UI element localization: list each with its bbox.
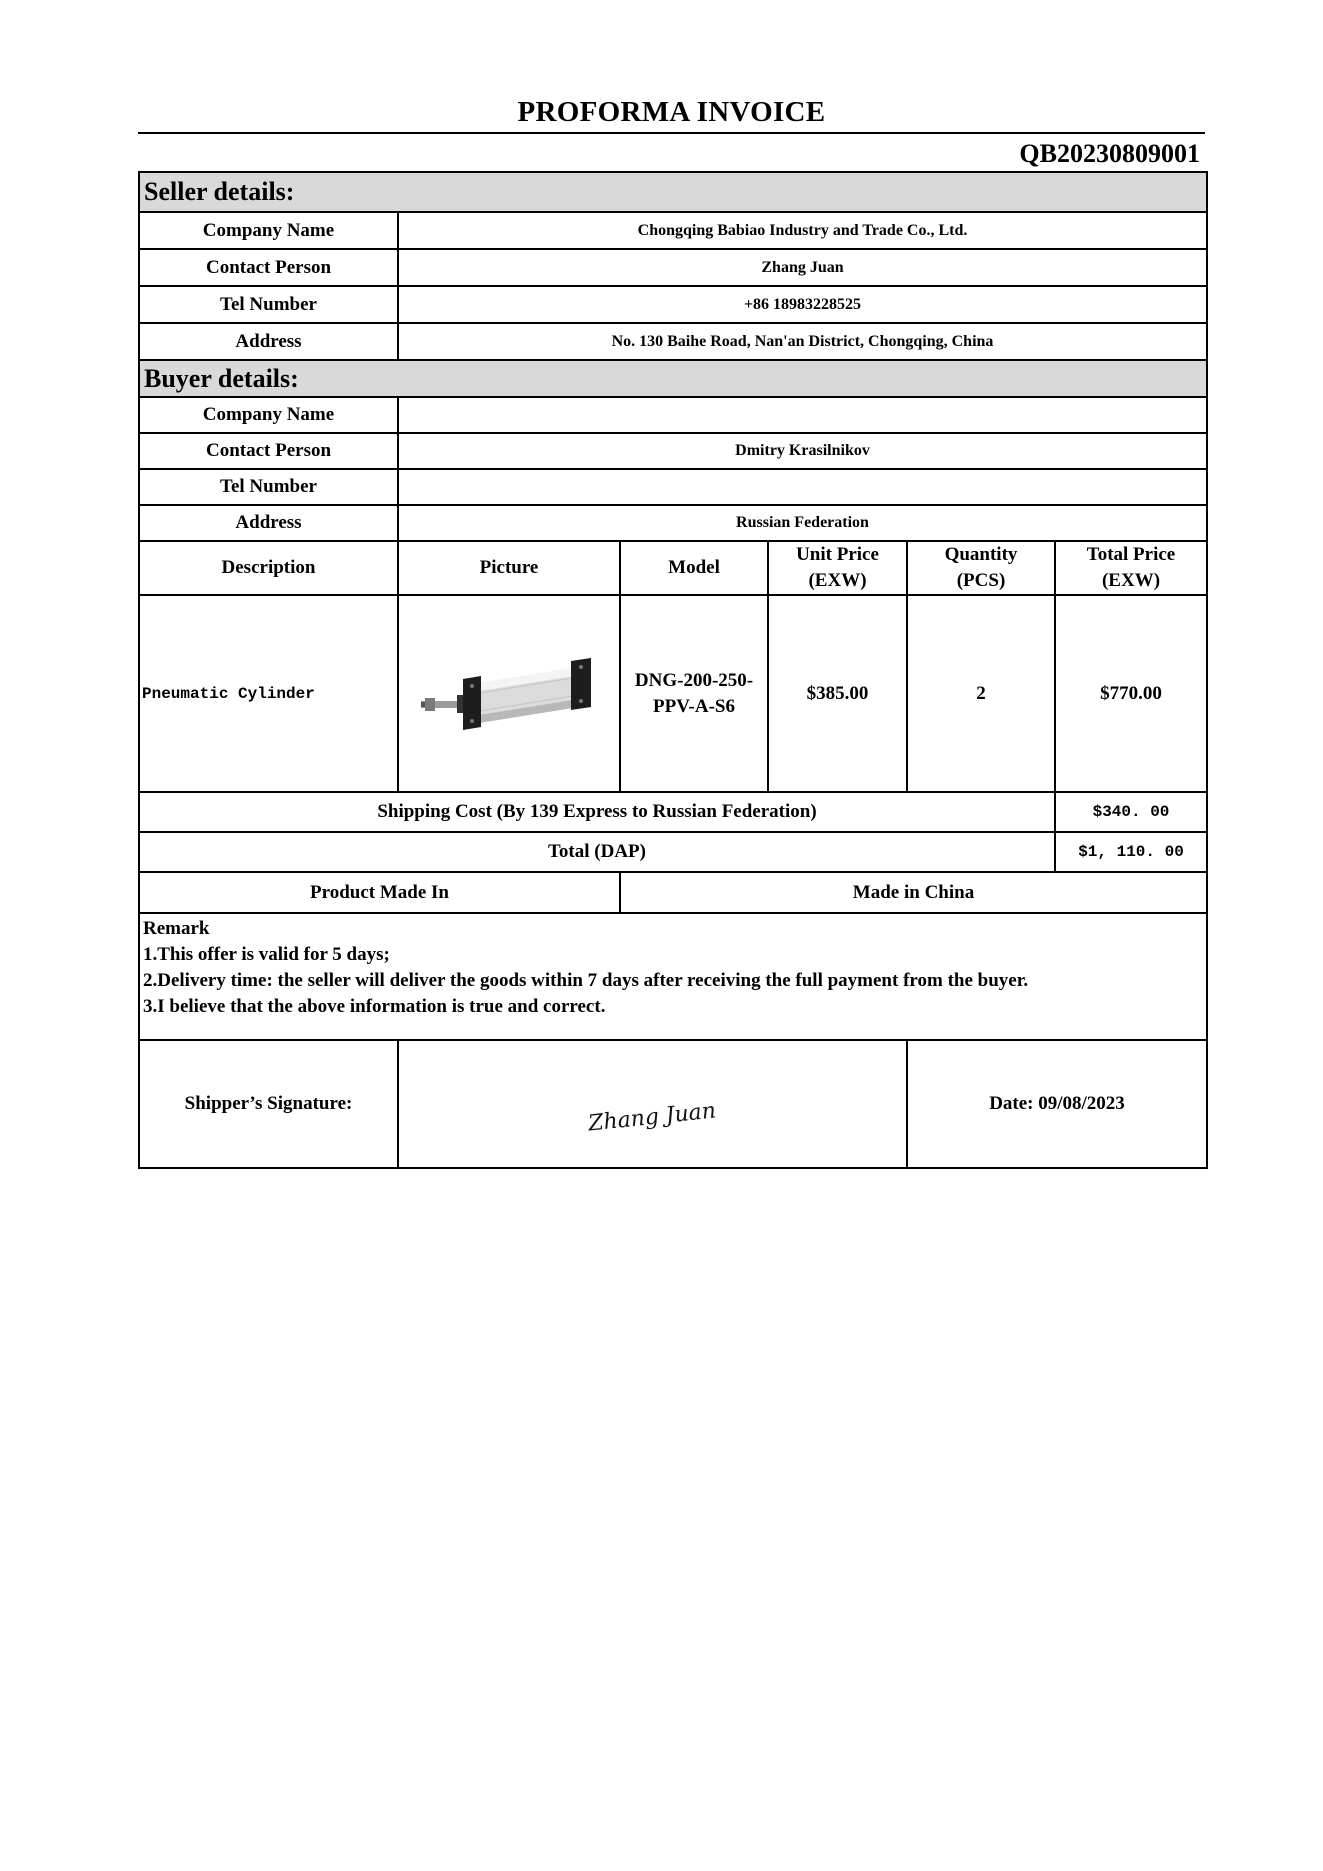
made-in-label: Product Made In [139, 872, 620, 913]
remarks-block [139, 913, 1207, 1040]
item-description: Pneumatic Cylinder [139, 595, 398, 792]
remark-line-2: 2.Delivery time: the seller will deliver the goods within 7 days after receiving the full payment from the buyer. [143, 970, 1029, 991]
item-quantity: 2 [907, 595, 1055, 792]
seller-company-label: Company Name [139, 212, 398, 249]
col-total-price-line2: (EXW) [1101, 570, 1161, 591]
seller-contact-label: Contact Person [139, 249, 398, 286]
signature-label: Shipper’s Signature: [139, 1040, 398, 1168]
seller-row-tel [139, 286, 1207, 323]
col-unit-price-line2: (EXW) [808, 570, 867, 591]
buyer-contact-value: Dmitry Krasilnikov [398, 433, 1207, 469]
seller-tel-label: Tel Number [139, 286, 398, 323]
remark-line-1: 1.This offer is valid for 5 days; [143, 944, 390, 965]
buyer-section-header [139, 360, 1207, 397]
seller-row-address [139, 323, 1207, 360]
col-quantity-line2: (PCS) [956, 570, 1006, 591]
item-model-line1: DNG-200-250- [634, 669, 754, 691]
item-model [620, 595, 768, 792]
made-in-value: Made in China [620, 872, 1207, 913]
col-picture: Picture [398, 541, 620, 595]
seller-address-label: Address [139, 323, 398, 360]
page-title: PROFORMA INVOICE [517, 96, 826, 128]
buyer-section-label: Buyer details: [139, 360, 1207, 397]
shipping-row [139, 792, 1207, 832]
pneumatic-cylinder-image [419, 649, 599, 739]
buyer-row-tel [139, 469, 1207, 505]
buyer-tel-label: Tel Number [139, 469, 398, 505]
buyer-address-label: Address [139, 505, 398, 541]
remark-line-3: 3.I believe that the above information is true and correct. [143, 996, 606, 1017]
total-label: Total (DAP) [139, 832, 1055, 872]
invoice-number: QB20230809001 [1019, 139, 1200, 168]
col-total-price-line1: Total Price [1086, 544, 1176, 565]
invoice-table [138, 171, 1208, 1169]
seller-section-label: Seller details: [139, 172, 1207, 212]
buyer-company-label: Company Name [139, 397, 398, 433]
shipping-value: $340. 00 [1055, 792, 1207, 832]
remarks-title: Remark [143, 918, 210, 939]
signature-date: Date: 09/08/2023 [907, 1040, 1207, 1168]
items-header-row [139, 541, 1207, 595]
made-in-row [139, 872, 1207, 913]
seller-section-header [139, 172, 1207, 212]
seller-address-value: No. 130 Baihe Road, Nan'an District, Chongqing, China [398, 323, 1207, 360]
buyer-company-value [398, 397, 1207, 433]
item-total-price: $770.00 [1055, 595, 1207, 792]
seller-contact-value: Zhang Juan [398, 249, 1207, 286]
handwritten-signature: Zhang Juan [587, 1097, 718, 1137]
col-total-price [1055, 541, 1207, 595]
seller-company-value: Chongqing Babiao Industry and Trade Co., Ltd. [398, 212, 1207, 249]
item-unit-price: $385.00 [768, 595, 907, 792]
title-divider [138, 132, 1205, 134]
total-value: $1, 110. 00 [1055, 832, 1207, 872]
buyer-row-contact [139, 433, 1207, 469]
seller-row-contact [139, 249, 1207, 286]
total-row [139, 832, 1207, 872]
item-model-line2: PPV-A-S6 [653, 695, 735, 717]
col-model: Model [620, 541, 768, 595]
col-unit-price-line1: Unit Price [796, 544, 879, 565]
col-description: Description [139, 541, 398, 595]
seller-row-company [139, 212, 1207, 249]
item-picture [398, 595, 620, 792]
signature-box [398, 1040, 907, 1168]
shipping-label: Shipping Cost (By 139 Express to Russian Federation) [139, 792, 1055, 832]
buyer-address-value: Russian Federation [398, 505, 1207, 541]
item-row [139, 595, 1207, 792]
seller-tel-value: +86 18983228525 [398, 286, 1207, 323]
col-quantity [907, 541, 1055, 595]
buyer-tel-value [398, 469, 1207, 505]
signature-row [139, 1040, 1207, 1168]
col-unit-price [768, 541, 907, 595]
buyer-row-company [139, 397, 1207, 433]
buyer-row-address [139, 505, 1207, 541]
buyer-contact-label: Contact Person [139, 433, 398, 469]
col-quantity-line1: Quantity [944, 544, 1018, 565]
remarks-row [139, 913, 1207, 1040]
